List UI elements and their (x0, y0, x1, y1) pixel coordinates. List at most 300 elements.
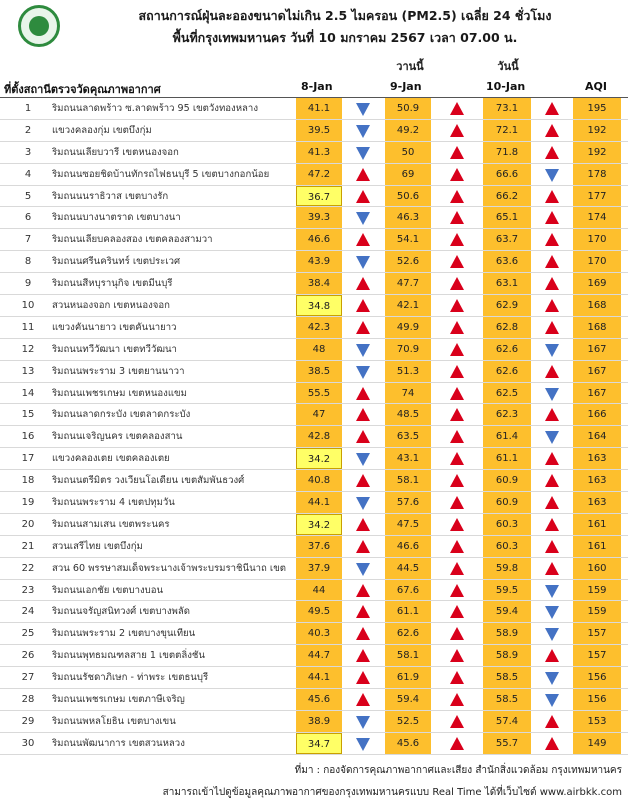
pm25-9jan: 58.1 (385, 470, 431, 491)
column-header-10jan: 10-Jan (486, 80, 526, 93)
pm25-8jan: 55.5 (296, 383, 342, 404)
row-number: 25 (21, 628, 35, 640)
pm25-8jan: 40.8 (296, 470, 342, 491)
row-number: 12 (21, 343, 35, 355)
arrow-up-icon (545, 540, 559, 553)
trend-arrow-cell (432, 733, 482, 754)
pm25-8jan: 38.5 (296, 361, 342, 382)
station-name: สวนเสรีไทย เขตบึงกุ่ม (52, 540, 143, 552)
trend-arrow-cell (532, 536, 572, 557)
pm25-10jan: 73.1 (483, 98, 531, 119)
row-number: 28 (21, 694, 35, 706)
arrow-up-icon (450, 671, 464, 684)
page-header (0, 0, 628, 52)
arrow-up-icon (450, 387, 464, 400)
aqi-value: 156 (573, 689, 621, 710)
trend-arrow-cell (532, 142, 572, 163)
trend-arrow-cell (532, 623, 572, 644)
trend-arrow-cell (532, 98, 572, 119)
pm25-8jan: 44 (296, 580, 342, 601)
station-name: ริมถนนเพชรเกษม เขตหนองแขม (52, 387, 187, 399)
pm25-8jan: 34.7 (296, 733, 342, 754)
pm25-10jan: 62.8 (483, 317, 531, 338)
station-name: ริมถนนสีหบุรานุกิจ เขตมีนบุรี (52, 278, 173, 290)
arrow-up-icon (545, 649, 559, 662)
arrow-up-icon (450, 211, 464, 224)
arrow-up-icon (545, 408, 559, 421)
trend-arrow-cell (432, 426, 482, 447)
trend-arrow-cell (432, 142, 482, 163)
table-row (0, 580, 628, 602)
table-row (0, 98, 628, 120)
arrow-down-icon (545, 388, 559, 401)
pm25-8jan: 45.6 (296, 689, 342, 710)
table-row (0, 142, 628, 164)
pm25-8jan: 39.5 (296, 120, 342, 141)
row-number: 15 (21, 409, 35, 421)
aqi-value: 170 (573, 229, 621, 250)
arrow-up-icon (450, 737, 464, 750)
trend-arrow-cell (343, 645, 383, 666)
pm25-9jan: 61.9 (385, 667, 431, 688)
pm25-10jan: 63.7 (483, 229, 531, 250)
trend-arrow-cell (532, 383, 572, 404)
table-row (0, 492, 628, 514)
arrow-down-icon (356, 103, 370, 116)
station-name: ริมถนนเอกชัย เขตบางบอน (52, 584, 164, 596)
website-note: สามารถเข้าไปดูข้อมูลคุณภาพอากาศของกรุงเทพมหานครแบบ Real Time ได้ที่เว็บไซต์ www.airbkk.com (162, 787, 622, 798)
trend-arrow-cell (432, 120, 482, 141)
pm25-10jan: 59.8 (483, 558, 531, 579)
row-number: 19 (21, 497, 35, 509)
row-number: 6 (24, 212, 32, 224)
trend-arrow-cell (432, 207, 482, 228)
aqi-value: 166 (573, 404, 621, 425)
aqi-value: 161 (573, 536, 621, 557)
pm25-9jan: 50 (385, 142, 431, 163)
arrow-up-icon (356, 474, 370, 487)
arrow-up-icon (450, 277, 464, 290)
trend-arrow-cell (343, 404, 383, 425)
trend-arrow-cell (343, 98, 383, 119)
table-row (0, 339, 628, 361)
pm25-9jan: 57.6 (385, 492, 431, 513)
row-number: 23 (21, 584, 35, 596)
pm25-9jan: 50.6 (385, 186, 431, 207)
aqi-value: 160 (573, 558, 621, 579)
arrow-down-icon (356, 563, 370, 576)
trend-arrow-cell (432, 361, 482, 382)
arrow-down-icon (545, 628, 559, 641)
arrow-up-icon (545, 255, 559, 268)
aqi-value: 164 (573, 426, 621, 447)
table-row (0, 229, 628, 251)
row-number: 13 (21, 365, 35, 377)
station-name: ริมถนนเพชรเกษม เขตภาษีเจริญ (52, 694, 185, 706)
pm25-8jan: 38.9 (296, 711, 342, 732)
pm25-8jan: 34.2 (296, 448, 342, 469)
pm25-10jan: 62.6 (483, 339, 531, 360)
day-label-today: วันนี้ (497, 60, 519, 73)
trend-arrow-cell (532, 580, 572, 601)
table-row (0, 733, 628, 755)
pm25-10jan: 58.5 (483, 667, 531, 688)
pm25-9jan: 47.7 (385, 273, 431, 294)
pm25-9jan: 62.6 (385, 623, 431, 644)
table-row (0, 207, 628, 229)
table-row (0, 667, 628, 689)
aqi-value: 167 (573, 361, 621, 382)
trend-arrow-cell (343, 383, 383, 404)
station-name: ริมถนนพระราม 2 เขตบางขุนเทียน (52, 628, 196, 640)
row-number: 1 (24, 103, 32, 114)
trend-arrow-cell (432, 580, 482, 601)
trend-arrow-cell (432, 229, 482, 250)
trend-arrow-cell (532, 251, 572, 272)
pm25-8jan: 42.3 (296, 317, 342, 338)
trend-arrow-cell (432, 514, 482, 535)
trend-arrow-cell (432, 295, 482, 316)
row-number: 17 (21, 453, 35, 465)
station-name: ริมถนนซอยชิดบ้านทักรถไฟธนบุรี 5 เขตบางกอกน้อย (52, 168, 270, 180)
pm25-8jan: 41.3 (296, 142, 342, 163)
arrow-up-icon (356, 190, 370, 203)
arrow-down-icon (545, 606, 559, 619)
pm25-8jan: 41.1 (296, 98, 342, 119)
pm25-9jan: 50.9 (385, 98, 431, 119)
arrow-down-icon (356, 344, 370, 357)
station-name: แขวงคลองเตย เขตคลองเตย (52, 453, 170, 465)
table-row (0, 404, 628, 426)
trend-arrow-cell (343, 580, 383, 601)
aqi-value: 163 (573, 492, 621, 513)
pm25-9jan: 52.6 (385, 251, 431, 272)
table-row (0, 558, 628, 580)
row-number: 7 (24, 234, 32, 246)
station-name: ริมถนนตรีมิตร วงเวียนโอเดียน เขตสัมพันธวงศ์ (52, 475, 245, 487)
pm25-9jan: 46.3 (385, 207, 431, 228)
trend-arrow-cell (532, 295, 572, 316)
trend-arrow-cell (532, 558, 572, 579)
arrow-down-icon (356, 497, 370, 510)
table-row (0, 536, 628, 558)
station-name: ริมถนนเจริญนคร เขตคลองสาน (52, 431, 183, 443)
aqi-value: 157 (573, 623, 621, 644)
trend-arrow-cell (432, 645, 482, 666)
trend-arrow-cell (532, 273, 572, 294)
pm25-8jan: 46.6 (296, 229, 342, 250)
arrow-up-icon (450, 496, 464, 509)
column-header-aqi: AQI (585, 80, 607, 93)
arrow-up-icon (545, 452, 559, 465)
arrow-down-icon (356, 366, 370, 379)
trend-arrow-cell (343, 186, 383, 207)
trend-arrow-cell (532, 317, 572, 338)
pm25-8jan: 40.3 (296, 623, 342, 644)
arrow-up-icon (545, 737, 559, 750)
page-subtitle: พื้นที่กรุงเทพมหานคร วันที่ 10 มกราคม 2567 เวลา 07.00 น. (172, 30, 518, 45)
aqi-value: 177 (573, 186, 621, 207)
table-row (0, 273, 628, 295)
pm25-10jan: 58.5 (483, 689, 531, 710)
table-row (0, 120, 628, 142)
trend-arrow-cell (532, 361, 572, 382)
aqi-value: 156 (573, 667, 621, 688)
arrow-up-icon (356, 277, 370, 290)
table-row (0, 623, 628, 645)
table-row (0, 383, 628, 405)
trend-arrow-cell (432, 383, 482, 404)
pm25-8jan: 39.3 (296, 207, 342, 228)
arrow-up-icon (450, 233, 464, 246)
trend-arrow-cell (432, 689, 482, 710)
arrow-up-icon (545, 715, 559, 728)
arrow-up-icon (545, 124, 559, 137)
trend-arrow-cell (343, 273, 383, 294)
arrow-up-icon (356, 321, 370, 334)
station-name: สวนหนองจอก เขตหนองจอก (52, 300, 170, 312)
row-number: 11 (21, 321, 35, 333)
arrow-up-icon (450, 715, 464, 728)
trend-arrow-cell (432, 164, 482, 185)
pm25-9jan: 67.6 (385, 580, 431, 601)
arrow-up-icon (450, 518, 464, 531)
pm25-8jan: 34.2 (296, 514, 342, 535)
table-row (0, 448, 628, 470)
pm25-10jan: 59.5 (483, 580, 531, 601)
trend-arrow-cell (343, 492, 383, 513)
trend-arrow-cell (432, 251, 482, 272)
arrow-down-icon (356, 147, 370, 160)
station-name: ริมถนนเลียบคลองสอง เขตคลองสามวา (52, 234, 213, 246)
station-name: ริมถนนลาดพร้าว ซ.ลาดพร้าว 95 เขตวังทองหลาง (52, 103, 258, 114)
pm25-8jan: 47 (296, 404, 342, 425)
aqi-value: 163 (573, 448, 621, 469)
pm25-9jan: 49.9 (385, 317, 431, 338)
trend-arrow-cell (432, 623, 482, 644)
row-number: 20 (21, 518, 35, 530)
table-row (0, 251, 628, 273)
arrow-down-icon (356, 716, 370, 729)
aqi-value: 169 (573, 273, 621, 294)
trend-arrow-cell (432, 98, 482, 119)
aqi-value: 157 (573, 645, 621, 666)
arrow-up-icon (545, 474, 559, 487)
row-number: 26 (21, 650, 35, 662)
aqi-value: 161 (573, 514, 621, 535)
pm25-9jan: 69 (385, 164, 431, 185)
pm25-10jan: 66.6 (483, 164, 531, 185)
pm25-8jan: 47.2 (296, 164, 342, 185)
trend-arrow-cell (343, 164, 383, 185)
station-name: สวน 60 พรรษาสมเด็จพระนางเจ้าพระบรมราชินีนาถ เขต (52, 562, 286, 574)
trend-arrow-cell (432, 186, 482, 207)
arrow-up-icon (356, 671, 370, 684)
arrow-up-icon (545, 211, 559, 224)
trend-arrow-cell (343, 207, 383, 228)
pm25-10jan: 66.2 (483, 186, 531, 207)
trend-arrow-cell (532, 470, 572, 491)
arrow-up-icon (356, 387, 370, 400)
station-name: ริมถนนพัฒนาการ เขตสวนหลวง (52, 737, 185, 749)
arrow-up-icon (450, 474, 464, 487)
pm25-9jan: 47.5 (385, 514, 431, 535)
station-table (0, 98, 628, 755)
arrow-up-icon (450, 321, 464, 334)
trend-arrow-cell (343, 536, 383, 557)
pm25-9jan: 52.5 (385, 711, 431, 732)
row-number: 18 (21, 475, 35, 487)
trend-arrow-cell (532, 645, 572, 666)
bma-logo-icon (18, 5, 60, 47)
table-row (0, 470, 628, 492)
arrow-down-icon (545, 344, 559, 357)
trend-arrow-cell (343, 470, 383, 491)
arrow-up-icon (545, 321, 559, 334)
aqi-value: 149 (573, 733, 621, 754)
trend-arrow-cell (532, 689, 572, 710)
row-number: 30 (21, 737, 35, 749)
pm25-8jan: 37.6 (296, 536, 342, 557)
trend-arrow-cell (432, 536, 482, 557)
trend-arrow-cell (532, 229, 572, 250)
pm25-9jan: 63.5 (385, 426, 431, 447)
trend-arrow-cell (532, 514, 572, 535)
aqi-value: 167 (573, 339, 621, 360)
aqi-value: 174 (573, 207, 621, 228)
row-number: 2 (24, 124, 32, 136)
trend-arrow-cell (343, 120, 383, 141)
table-row (0, 295, 628, 317)
arrow-down-icon (545, 169, 559, 182)
arrow-up-icon (450, 343, 464, 356)
arrow-down-icon (545, 431, 559, 444)
arrow-up-icon (450, 255, 464, 268)
pm25-8jan: 42.8 (296, 426, 342, 447)
aqi-value: 168 (573, 295, 621, 316)
arrow-up-icon (356, 430, 370, 443)
pm25-9jan: 58.1 (385, 645, 431, 666)
trend-arrow-cell (432, 492, 482, 513)
arrow-up-icon (545, 299, 559, 312)
arrow-up-icon (356, 584, 370, 597)
arrow-up-icon (356, 299, 370, 312)
trend-arrow-cell (532, 207, 572, 228)
arrow-up-icon (450, 168, 464, 181)
pm25-9jan: 42.1 (385, 295, 431, 316)
arrow-up-icon (450, 540, 464, 553)
arrow-up-icon (450, 299, 464, 312)
station-name: แขวงคันนายาว เขตคันนายาว (52, 321, 177, 333)
arrow-up-icon (356, 408, 370, 421)
column-header-9jan: 9-Jan (390, 80, 422, 93)
pm25-10jan: 55.7 (483, 733, 531, 754)
arrow-up-icon (450, 146, 464, 159)
arrow-up-icon (450, 408, 464, 421)
pm25-10jan: 62.3 (483, 404, 531, 425)
row-number: 8 (24, 256, 32, 268)
trend-arrow-cell (343, 601, 383, 622)
arrow-up-icon (545, 562, 559, 575)
source-note: ที่มา : กองจัดการคุณภาพอากาศและเสียง สำนักสิ่งแวดล้อม กรุงเทพมหานคร (294, 765, 622, 776)
page-title: สถานการณ์ฝุ่นละอองขนาดไม่เกิน 2.5 ไมครอน (PM2.5) เฉลี่ย 24 ชั่วโมง (138, 8, 552, 23)
pm25-9jan: 49.2 (385, 120, 431, 141)
trend-arrow-cell (532, 667, 572, 688)
station-name: ริมถนนพระราม 4 เขตปทุมวัน (52, 497, 175, 509)
trend-arrow-cell (432, 339, 482, 360)
trend-arrow-cell (432, 470, 482, 491)
pm25-9jan: 43.1 (385, 448, 431, 469)
arrow-down-icon (356, 125, 370, 138)
trend-arrow-cell (343, 251, 383, 272)
table-row (0, 514, 628, 536)
trend-arrow-cell (532, 448, 572, 469)
trend-arrow-cell (432, 273, 482, 294)
row-number: 22 (21, 562, 35, 574)
trend-arrow-cell (532, 492, 572, 513)
row-number: 9 (24, 278, 32, 290)
trend-arrow-cell (343, 558, 383, 579)
arrow-up-icon (356, 649, 370, 662)
pm25-10jan: 60.9 (483, 492, 531, 513)
pm25-10jan: 61.4 (483, 426, 531, 447)
table-row (0, 426, 628, 448)
table-row (0, 711, 628, 733)
trend-arrow-cell (432, 317, 482, 338)
station-name: ริมถนนพหลโยธิน เขตบางเขน (52, 715, 176, 727)
pm25-9jan: 70.9 (385, 339, 431, 360)
arrow-up-icon (450, 190, 464, 203)
arrow-up-icon (545, 518, 559, 531)
pm25-9jan: 74 (385, 383, 431, 404)
pm25-9jan: 44.5 (385, 558, 431, 579)
arrow-up-icon (356, 518, 370, 531)
trend-arrow-cell (343, 361, 383, 382)
arrow-up-icon (545, 233, 559, 246)
arrow-up-icon (545, 146, 559, 159)
pm25-8jan: 49.5 (296, 601, 342, 622)
trend-arrow-cell (432, 667, 482, 688)
aqi-value: 192 (573, 142, 621, 163)
pm25-10jan: 59.4 (483, 601, 531, 622)
aqi-value: 192 (573, 120, 621, 141)
row-number: 5 (24, 190, 32, 202)
station-name: ริมถนนพระราม 3 เขตยานนาวา (52, 365, 185, 377)
arrow-down-icon (545, 694, 559, 707)
trend-arrow-cell (343, 317, 383, 338)
arrow-down-icon (356, 738, 370, 751)
arrow-down-icon (356, 256, 370, 269)
column-header-8jan: 8-Jan (301, 80, 333, 93)
arrow-up-icon (356, 233, 370, 246)
trend-arrow-cell (343, 733, 383, 754)
aqi-value: 168 (573, 317, 621, 338)
row-number: 24 (21, 606, 35, 618)
arrow-down-icon (545, 585, 559, 598)
pm25-10jan: 61.1 (483, 448, 531, 469)
arrow-up-icon (450, 693, 464, 706)
trend-arrow-cell (532, 426, 572, 447)
trend-arrow-cell (343, 142, 383, 163)
arrow-up-icon (450, 430, 464, 443)
column-header-location: ที่ตั้งสถานีตรวจวัดคุณภาพอากาศ (4, 83, 161, 96)
arrow-up-icon (545, 102, 559, 115)
table-row (0, 361, 628, 383)
row-number: 16 (21, 431, 35, 443)
trend-arrow-cell (432, 404, 482, 425)
station-name: ริมถนนเลียบวารี เขตหนองจอก (52, 146, 179, 158)
pm25-10jan: 65.1 (483, 207, 531, 228)
